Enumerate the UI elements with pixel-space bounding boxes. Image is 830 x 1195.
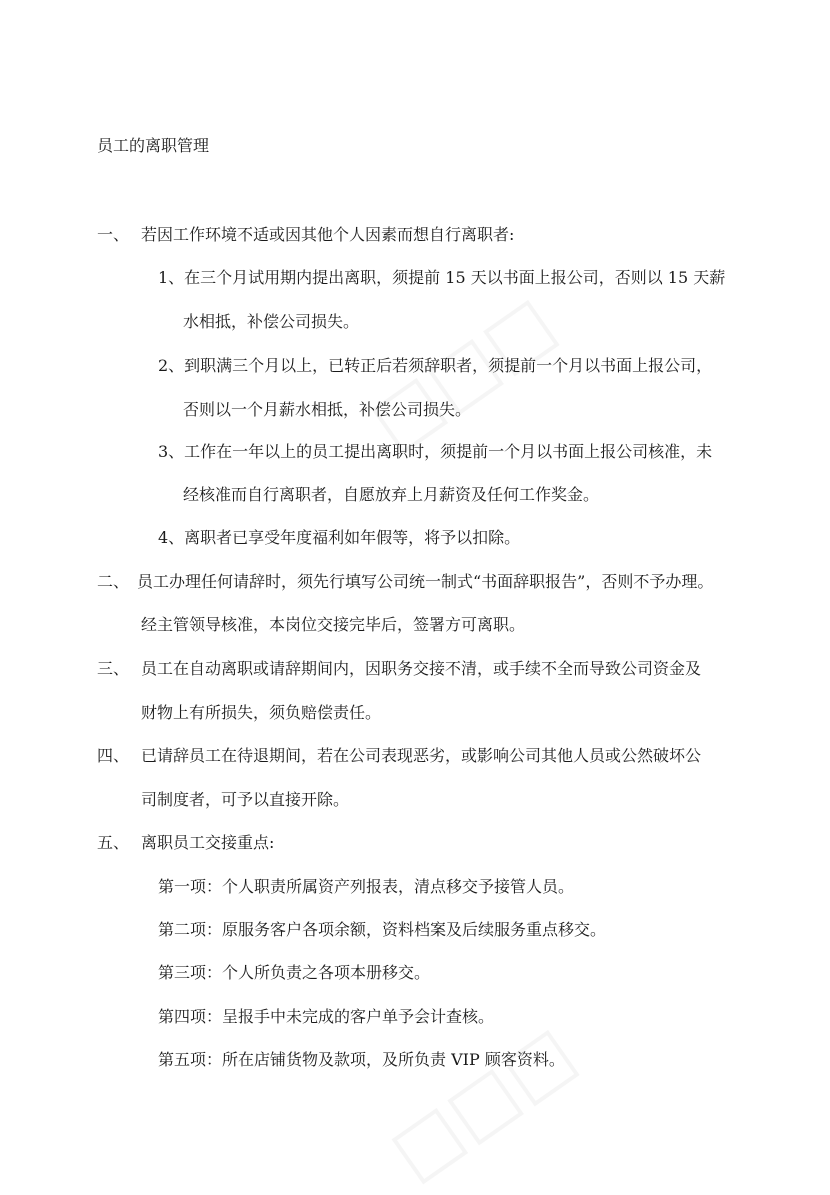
list-item-text: 第四项：呈报手中未完成的客户单予会计查核。 (158, 1007, 495, 1026)
section-marker: 一、 (97, 225, 130, 244)
section-text: 若因工作环境不适或因其他个人因素而想自行离职者: (141, 225, 515, 244)
section-text: 财物上有所损失，须负赔偿责任。 (141, 703, 382, 722)
section-marker: 二、 (97, 572, 130, 591)
list-item-text: 否则以一个月薪水相抵，补偿公司损失。 (183, 400, 472, 419)
list-item-text: 第五项：所在店铺货物及款项，及所负责 VIP 顾客资料。 (158, 1050, 565, 1069)
section-marker: 三、 (97, 659, 130, 678)
section-text: 经主管领导核准，本岗位交接完毕后，签署方可离职。 (141, 615, 526, 634)
section-text: 已请辞员工在待退期间，若在公司表现恶劣，或影响公司其他人员或公然破坏公 (141, 746, 702, 765)
section-text: 司制度者，可予以直接开除。 (141, 790, 350, 809)
section-text: 离职员工交接重点: (141, 833, 275, 852)
watermark-logo (374, 1009, 589, 1195)
section-text: 员工办理任何请辞时，须先行填写公司统一制式“书面辞职报告”，否则不予办理。 (137, 572, 714, 591)
list-item-text: 经核准而自行离职者，自愿放弃上月薪资及任何工作奖金。 (183, 485, 600, 504)
list-item-text: 4、离职者已享受年度福利如年假等，将予以扣除。 (158, 528, 521, 547)
list-item-text: 水相抵，补偿公司损失。 (183, 312, 360, 331)
section-text: 员工在自动离职或请辞期间内，因职务交接不清，或手续不全而导致公司资金及 (141, 659, 702, 678)
document-title: 员工的离职管理 (97, 136, 210, 155)
list-item-text: 第一项：个人职责所属资产列报表，清点移交予接管人员。 (158, 877, 575, 896)
list-item-text: 2、到职满三个月以上，已转正后若须辞职者，须提前一个月以书面上报公司， (158, 356, 713, 375)
list-item-text: 第二项：原服务客户各项余额，资料档案及后续服务重点移交。 (158, 920, 607, 939)
section-marker: 五、 (97, 833, 130, 852)
list-item-text: 1、在三个月试用期内提出离职，须提前 15 天以书面上报公司，否则以 15 天薪 (158, 268, 726, 287)
list-item-text: 3、工作在一年以上的员工提出离职时，须提前一个月以书面上报公司核准，未 (158, 442, 713, 461)
list-item-text: 第三项：个人所负责之各项本册移交。 (158, 963, 431, 982)
section-marker: 四、 (97, 746, 130, 765)
